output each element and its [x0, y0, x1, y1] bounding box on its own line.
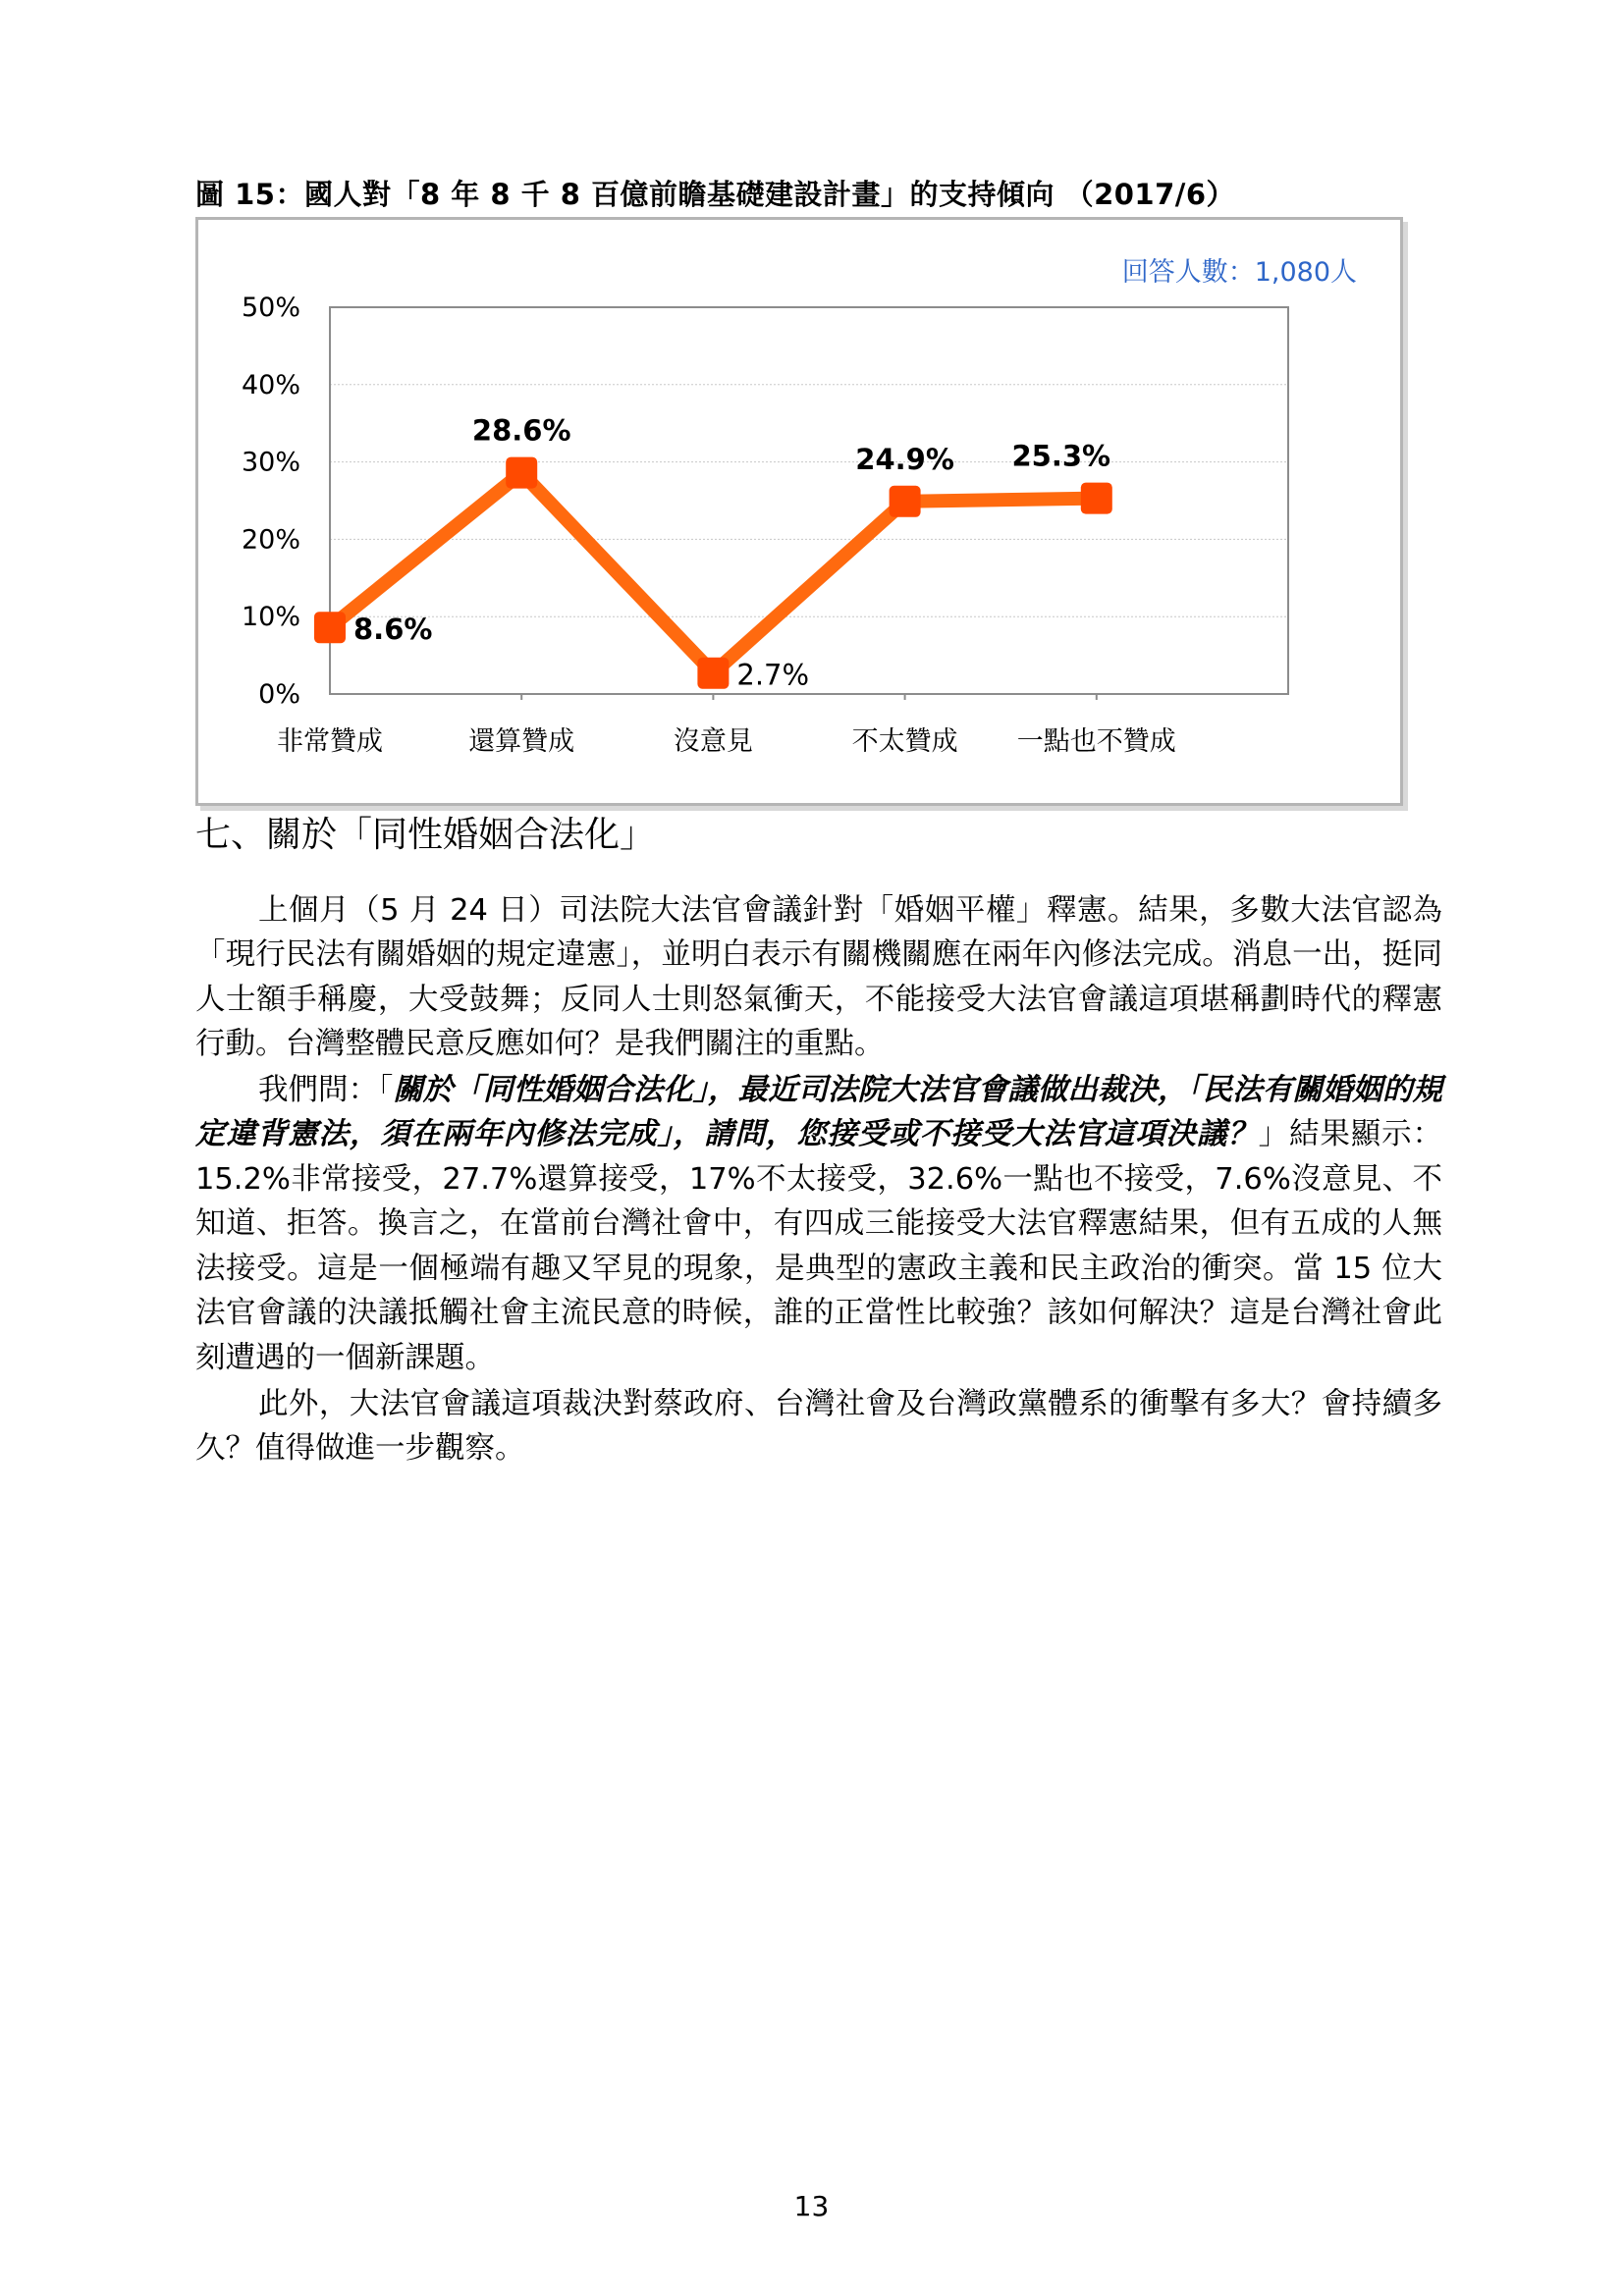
line-chart [198, 220, 1400, 803]
y-tick-label: 40% [241, 369, 300, 400]
plot-area-border [330, 307, 1288, 694]
data-label: 24.9% [855, 442, 954, 476]
survey-result-text: 」結果顯示：15.2%非常接受，27.7%還算接受，17%不太接受，32.6%一點也不接受，7.6%沒意見、不知道、拒答。換言之，在當前台灣社會中，有四成三能接受大法官釋憲結果，但有五成的人無法接受。這是一個極端有趣又罕見的現象，是典型的憲政主義和民主政治的衝突。當 15 位大法官會議的決議抵觸社會主流民意的時候，誰的正當性比較強？該如何解決？這是台灣社會此刻遭遇的一個新課題。 [195, 1117, 1442, 1376]
x-tick-label: 還算贊成 [468, 726, 575, 757]
data-point-marker [890, 486, 921, 517]
survey-question: 關於「同性婚姻合法化」，最近司法院大法官會議做出裁決，「民法有關婚姻的規定違背憲法，須在兩年內修法完成」，請問，您接受或不接受大法官這項決議？ [195, 1072, 1442, 1152]
data-label: 28.6% [471, 413, 571, 448]
paragraph-outlook: 此外，大法官會議這項裁決對蔡政府、台灣社會及台灣政黨體系的衝擊有多大？會持續多久？值得做進一步觀察。 [195, 1386, 1442, 1467]
sample-size-note: 回答人數：1,080人 [1121, 257, 1357, 288]
y-tick-label: 0% [258, 679, 300, 710]
question-open-quote: 我們問：「 [258, 1072, 394, 1107]
page-number: 13 [793, 2190, 830, 2222]
data-point-marker [697, 658, 729, 689]
y-tick-label: 20% [241, 524, 300, 556]
y-tick-label: 50% [241, 293, 300, 323]
data-point-marker [1081, 483, 1112, 514]
section-heading: 七、關於「同性婚姻合法化」 [195, 815, 656, 855]
chart-panel [195, 217, 1403, 806]
paragraph-background: 上個月（5 月 24 日）司法院大法官會議針對「婚姻平權」釋憲。結果，多數大法官認為「現行民法有關婚姻的規定違憲」，並明白表示有關機關應在兩年內修法完成。消息一出，挺同人士額手稱慶，大受鼓舞；反同人士則怒氣衝天，不能接受大法官會議這項堪稱劃時代的釋憲行動。台灣整體民意反應如何？是我們關注的重點。 [195, 892, 1442, 1062]
data-point-marker [506, 457, 537, 489]
x-tick-label: 沒意見 [673, 726, 753, 757]
x-tick-label: 一點也不贊成 [1016, 726, 1176, 757]
data-label: 8.6% [353, 613, 433, 647]
data-label: 25.3% [1011, 439, 1111, 473]
data-point-marker [314, 612, 346, 643]
x-tick-label: 不太贊成 [851, 726, 958, 757]
series-line [330, 473, 1097, 673]
data-label: 2.7% [736, 658, 810, 692]
y-tick-label: 10% [241, 602, 300, 633]
paragraph-survey-result [195, 1068, 1442, 1381]
x-tick-label: 非常贊成 [277, 726, 383, 757]
y-tick-label: 30% [241, 447, 300, 478]
figure-title: 圖 15：國人對「8 年 8 千 8 百億前瞻基礎建設計畫」的支持傾向 （2017/6） [195, 178, 1236, 211]
